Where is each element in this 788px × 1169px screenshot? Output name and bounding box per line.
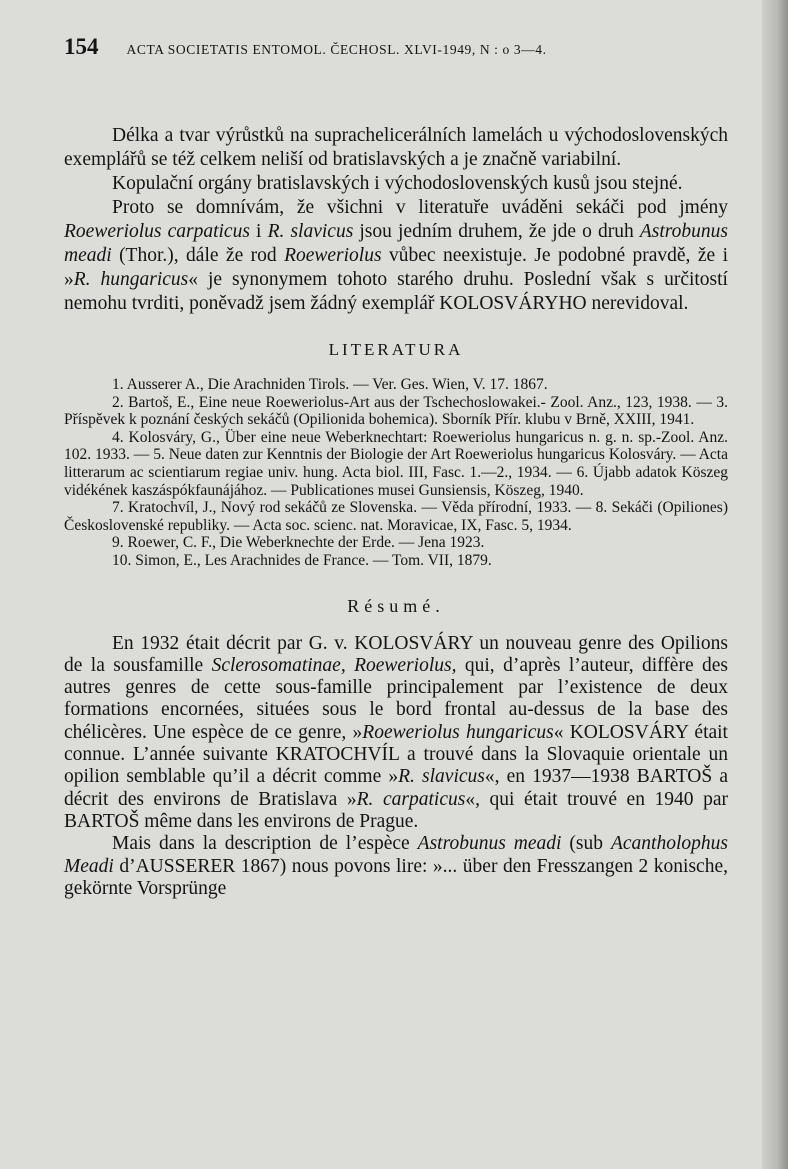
reference-item: 1. Ausserer A., Die Arachniden Tirols. — Ver. Ges. Wien, V. 17. 1867. <box>112 376 548 393</box>
body-paragraph <box>64 124 728 172</box>
italic-text-run: R. hungaricus <box>73 269 189 290</box>
body-paragraph <box>64 196 728 316</box>
reference-item: 2. Bartoš, E., Eine neue Roeweriolus-Art aus der Tschechoslowakei.- Zool. Anz., 123, 1938. — 3. Příspěvek k poznání českých sekáčů (Opilionida bohemica). Sborník Přír. klubu v Brně, XXIII, 1941. <box>64 393 728 429</box>
resume-paragraph <box>64 633 728 834</box>
czech-body-text <box>64 124 728 316</box>
text-run: « KOLOSVÁRY était connue. L’année suivante KRATOCHVÍL a trouvé dans la Slovaquie orientale un opilion semblable qu’il a décrit comme » <box>64 721 728 788</box>
reference-item: 7. Kratochvíl, J., Nový rod sekáčů ze Slovenska. — Věda přírodní, 1933. — 8. Sekáči (Opiliones) Československé republiky. — Acta soc. scienc. nat. Moravicae, IX, Fasc. 5, 1934. <box>64 499 728 534</box>
text-run: Délka a tvar výrůstků na suprachelicerálních lamelách u východoslovenských exemplářů se též celkem neliší od bratislavských a je značně variabilní. <box>64 125 728 170</box>
resume-paragraph <box>64 833 728 900</box>
italic-text-run: Sclerosomatinae, Roeweriolus, <box>211 654 457 676</box>
text-run: En 1932 était décrit par G. v. KOLOSVÁRY un nouveau genre des Opilions de la sousfamille <box>64 632 728 676</box>
page-header <box>64 34 728 70</box>
book-spine-shadow <box>762 0 788 1169</box>
text-run: vůbec neexistuje. Je podobné pravdě, že i » <box>64 245 728 290</box>
reference-item: 4. Kolosváry, G., Über eine neue Weberknechtart: Roeweriolus hungaricus n. g. n. sp.-Zool. Anz. 102. 1933. — 5. Neue daten zur Kenntnis der Biologie der Art Roeweriolus hungaricus Kolosváry. — Acta litterarum ac scientiarum regiae univ. hung. Acta biol. III, Fasc. 1.—2., 1934. — 6. Újabb adatok Köszeg vidékének kaszáspókfaunájához. — Publicationes musei Gunsiensis, Köszeg, 1940. <box>64 428 728 499</box>
italic-text-run: Roeweriolus carpaticus <box>64 221 250 242</box>
reference-item: 10. Simon, E., Les Arachnides de France. — Tom. VII, 1879. <box>112 551 492 569</box>
italic-text-run: Roeweriolus hungaricus <box>362 721 554 743</box>
text-run: i <box>249 221 268 242</box>
italic-text-run: Astrobunus meadi <box>64 221 728 266</box>
literature-heading: LITERATURA <box>328 340 464 359</box>
resume-body <box>64 633 728 901</box>
text-run: (sub <box>561 833 611 855</box>
text-run: qui, d’après l’auteur, diffère des autres genres de cette sous-famille principalement par l’existence de deux formations encornées, situées sous le bord frontal au-dessus de la base des chélicères. Une espèce de ce genre, » <box>64 654 728 743</box>
page-number: 154 <box>64 34 99 59</box>
text-run: (Thor.), dále že rod <box>111 245 285 266</box>
text-run: «, qui était trouvé en 1940 par BARTOŠ même dans les environs de Prague. <box>64 788 729 832</box>
resume-heading: Résumé. <box>347 595 445 616</box>
text-run: jsou jedním druhem, že jde o druh <box>353 221 640 242</box>
reference-list <box>64 376 728 570</box>
reference-item: 9. Roewer, C. F., Die Weberknechte der Erde. — Jena 1923. <box>112 534 485 552</box>
italic-text-run: Astrobunus meadi <box>417 833 562 855</box>
text-run: Mais dans la description de l’espèce <box>112 833 418 855</box>
text-run: Kopulační orgány bratislavských i východoslovenských kusů jsou stejné. <box>112 173 683 194</box>
italic-text-run: R. slavicus <box>267 221 354 242</box>
italic-text-run: Roeweriolus <box>284 245 382 266</box>
body-paragraph <box>64 172 728 196</box>
text-run: «, en 1937—1938 BARTOŠ a décrit des environs de Bratislava » <box>64 766 728 810</box>
italic-text-run: R. carpaticus <box>356 788 466 810</box>
text-run: « je synonymem tohoto starého druhu. Poslední však s určitostí nemohu tvrditi, poněvadž jsem žádný exemplář KOLOSVÁRYHO nerevidoval. <box>64 269 728 314</box>
italic-text-run: R. slavicus <box>398 766 485 788</box>
italic-text-run: Acantholophus Meadi <box>64 833 728 877</box>
text-run: Proto se domnívám, že všichni v literatuře uváděni sekáči pod jmény <box>112 197 728 218</box>
text-run: d’AUSSERER 1867) nous povons lire: »... über den Fresszangen 2 konische, gekörnte Vorsprünge <box>64 855 728 899</box>
running-head: ACTA SOCIETATIS ENTOMOL. ČECHOSL. XLVI-1949, N : o 3—4. <box>126 42 547 57</box>
